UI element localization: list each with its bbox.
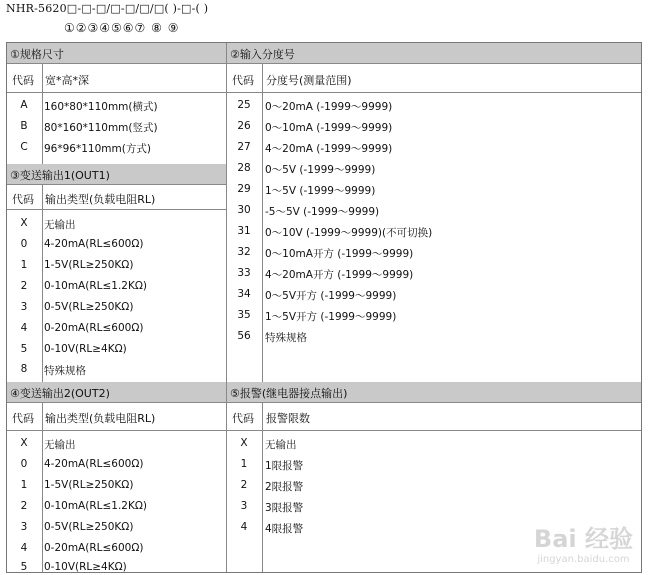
sec3-title: ③变送输出1(OUT1) [7,164,226,185]
table-row-code: 8 [20,363,28,375]
table-row-text: 4-20mA(RL≤600Ω) [44,238,144,250]
table-row-code: 3 [20,521,28,533]
table-row-code: 2 [20,280,28,292]
sec2-title: ②输入分度号 [227,43,641,64]
watermark-logo: Bai 经验 [533,525,633,553]
table-row-code: 4 [20,322,28,334]
table-row-text: 3限报警 [265,502,304,514]
table-row-code: 0 [20,458,28,470]
table-row-text: 80*160*110mm(竖式) [44,122,158,134]
table-row-code: 5 [20,561,28,573]
table-row-text: 2限报警 [265,481,304,493]
sec5-title: ⑤报警(继电器接点输出) [227,382,641,403]
table-row-text: 1～5V (-1999～9999) [265,185,376,197]
model-code: NHR-5620□-□-□/□-□/□/□( )-□-( ) [6,2,209,15]
table-row-text: 特殊规格 [265,332,307,344]
table-row-code: B [20,120,28,132]
table-row-code: X [20,437,28,449]
table-row-code: 2 [240,479,248,491]
table-row-code: 28 [237,162,251,174]
sec2-header-line [227,92,641,93]
sec3-code-divider [42,185,43,382]
table-row-code: 32 [237,246,251,258]
table-row-text: 1限报警 [265,460,304,472]
table-row-code: X [20,217,28,229]
sec1-desc-header: 宽*高*深 [45,74,89,87]
table-row-code: 30 [237,204,251,216]
sec4-code-divider [42,403,43,572]
table-row-text: 无输出 [265,439,297,451]
table-row-code: 3 [20,301,28,313]
table-row-text: 0～10V (-1999～9999)(不可切换) [265,227,433,239]
table-row-text: 0～10mA开方 (-1999～9999) [265,248,414,260]
sec1-title: ①规格尺寸 [7,43,226,64]
table-row-code: 26 [237,120,251,132]
sec3-header-line [7,209,226,210]
table-row-text: 特殊规格 [44,365,86,377]
table-row-text: 96*96*110mm(方式) [44,143,151,155]
sec3-code-header: 代码 [12,193,34,206]
table-row-code: 33 [237,267,251,279]
sec2-desc-header: 分度号(测量范围) [266,74,352,87]
table-row-code: 29 [237,183,251,195]
table-row-text: 无输出 [44,439,76,451]
table-row-text: 1-5V(RL≥250KΩ) [44,479,134,491]
table-row-code: A [20,99,28,111]
table-row-code: 4 [240,521,248,533]
table-row-text: 0～5V开方 (-1999～9999) [265,290,397,302]
table-row-text: 0～10mA (-1999～9999) [265,122,393,134]
table-row-text: 0-5V(RL≥250KΩ) [44,521,134,533]
sec1-code-divider [42,64,43,164]
table-row-code: 56 [237,330,251,342]
table-row-text: 0-10mA(RL≤1.2KΩ) [44,280,147,292]
table-row-code: 5 [20,343,28,355]
sec5-code-divider [262,403,263,572]
table-row-text: 0-20mA(RL≤600Ω) [44,322,144,334]
table-row-text: 0～20mA (-1999～9999) [265,101,393,113]
watermark [534,519,633,565]
table-row-code: 1 [20,259,28,271]
table-row-code: 1 [20,479,28,491]
middle-divider [226,43,227,572]
sec4-desc-header: 输出类型(负载电阻RL) [45,412,156,425]
table-row-text: -5～5V (-1999～9999) [265,206,380,218]
table-row-text: 160*80*110mm(横式) [44,101,158,113]
table-row-text: 1-5V(RL≥250KΩ) [44,259,134,271]
sec3-desc-header: 输出类型(负载电阻RL) [45,193,156,206]
table-row-text: 4-20mA(RL≤600Ω) [44,458,144,470]
sec5-desc-header: 报警限数 [266,412,310,425]
table-row-code: 34 [237,288,251,300]
table-row-text: 0-10V(RL≥4KΩ) [44,561,127,573]
table-row-code: 27 [237,141,251,153]
sec4-code-header: 代码 [12,412,34,425]
table-row-code: 0 [20,238,28,250]
sec1-code-header: 代码 [12,74,34,87]
sec2-code-divider [262,64,263,382]
sec5-code-header: 代码 [232,412,254,425]
sec1-header-line [7,92,226,93]
table-row-code: 25 [237,99,251,111]
table-row-text: 无输出 [44,219,76,231]
table-row-text: 1～5V开方 (-1999～9999) [265,311,397,323]
sec4-header-line [7,430,226,431]
table-row-text: 0-20mA(RL≤600Ω) [44,542,144,554]
table-row-text: 0-10V(RL≥4KΩ) [44,343,127,355]
table-row-code: 31 [237,225,251,237]
sec4-title: ④变送输出2(OUT2) [7,382,226,403]
table-row-code: 4 [20,542,28,554]
table-row-code: 3 [240,500,248,512]
table-row-text: 0-5V(RL≥250KΩ) [44,301,134,313]
table-row-text: 0-10mA(RL≤1.2KΩ) [44,500,147,512]
sec2-code-header: 代码 [232,74,254,87]
table-row-code: 35 [237,309,251,321]
table-row-text: 0～5V (-1999～9999) [265,164,376,176]
table-row-text: 4限报警 [265,523,304,535]
watermark-url: jingyan.baidu.com [537,554,630,565]
table-row-text: 4～20mA开方 (-1999～9999) [265,269,414,281]
position-numbers: ①②③④⑤⑥⑦ ⑧ ⑨ [64,21,180,35]
table-row-code: 2 [20,500,28,512]
table-row-text: 4～20mA (-1999～9999) [265,143,393,155]
table-row-code: C [20,141,28,153]
table-row-code: X [240,437,248,449]
sec5-header-line [227,430,641,431]
table-row-code: 1 [240,458,248,470]
